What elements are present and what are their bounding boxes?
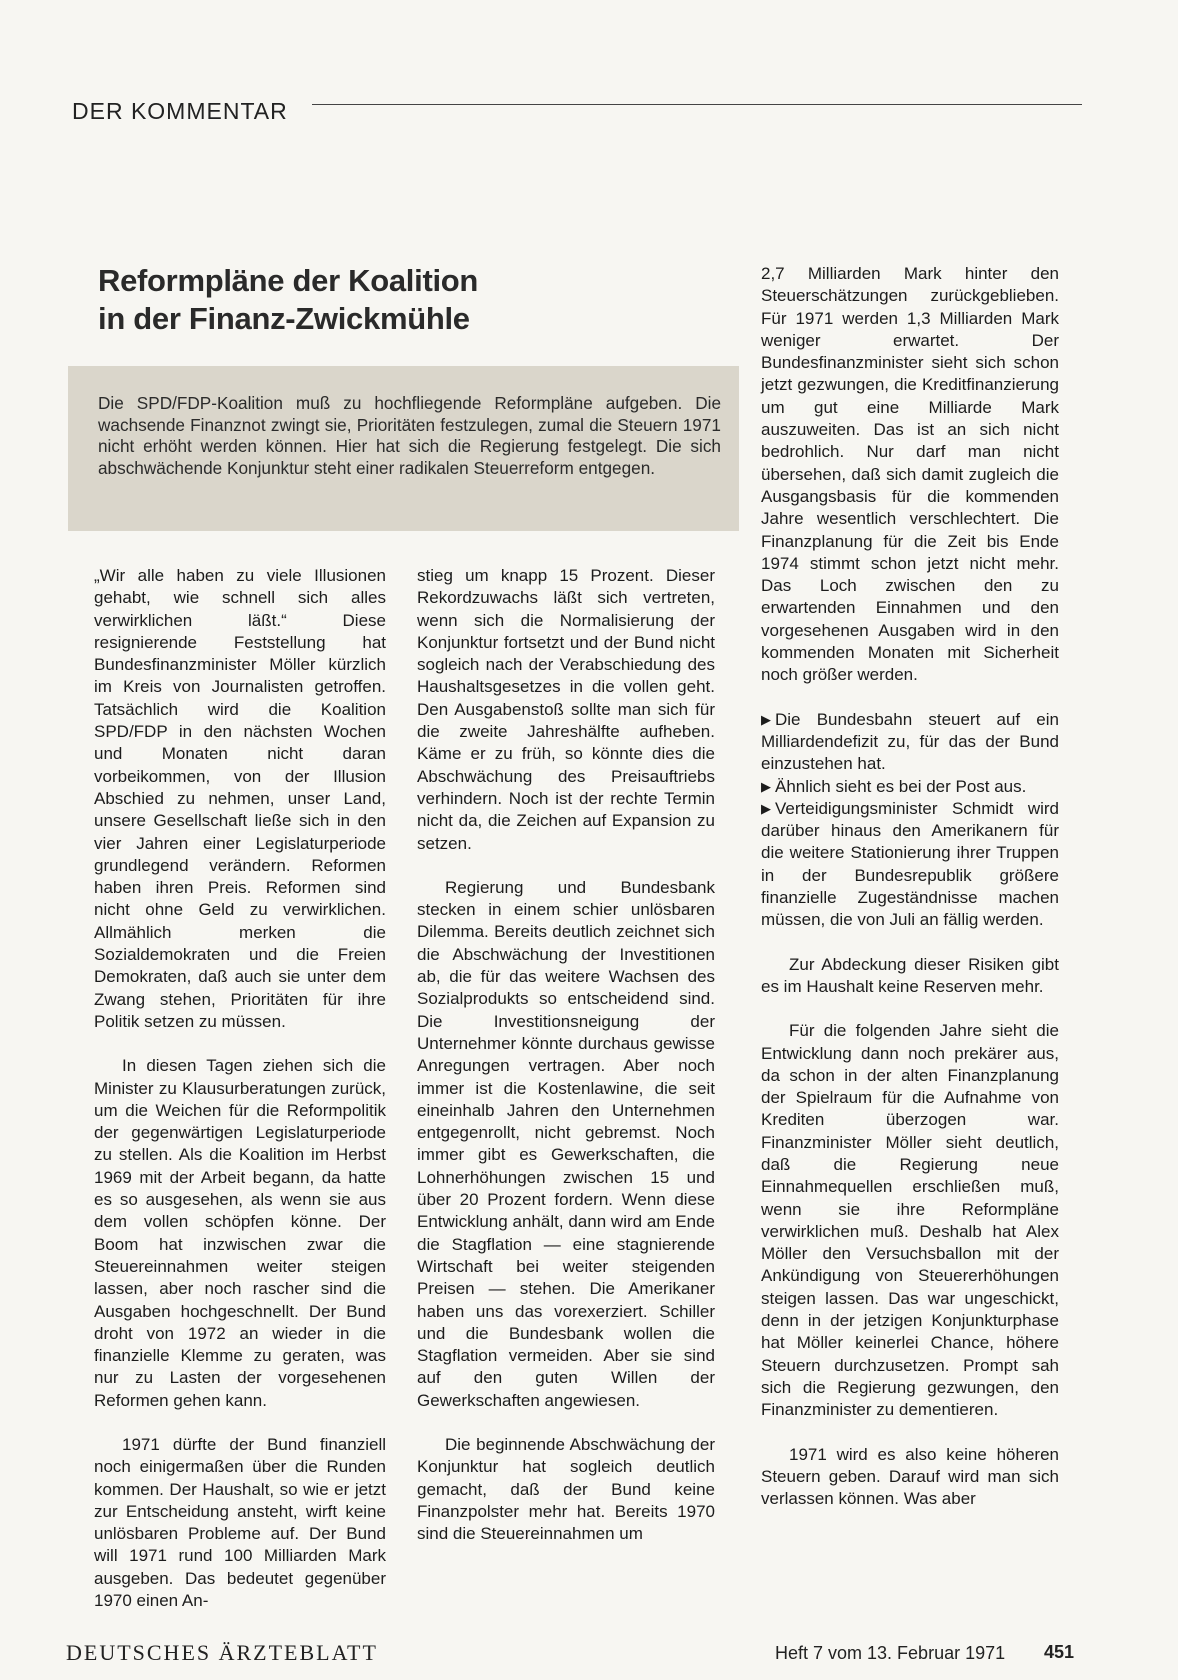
triangle-bullet-icon: ▶	[761, 711, 771, 727]
lead-box	[68, 366, 739, 531]
lead-text: Die SPD/FDP-Koalition muß zu hochfliegende Reformpläne aufgeben. Die wachsende Finanznot zwingt sie, Prioritäten festzulegen, zumal die Steuern 1971 nicht erhöht werden können. Hier hat sich die Regierung festgelegt. Die sich abschwächende Konjunktur steht einer radikalen Steuerreform entgegen.	[98, 393, 721, 478]
paragraph: In diesen Tagen ziehen sich die Minister zu Klausurberatungen zurück, um die Weichen für die Reformpolitik der gegenwärtigen Legislaturperiode zu stellen. Als die Koalition im Herbst 1969 mit der Arbeit begann, da hatte es so ausgesehen, als wenn sie aus dem vollen schöpfen könne. Der Boom hat inzwischen zwar die Steuereinnahmen weiter steigen lassen, aber noch rascher sind die Ausgaben hochgeschnellt. Der Bund droht von 1972 an wieder in die finanzielle Klemme zu geraten, was nur zu Lasten der vorgesehenen Reformen gehen kann.	[94, 1056, 386, 1410]
triangle-bullet-icon: ▶	[761, 800, 771, 816]
text-column-3	[761, 263, 1059, 1510]
paragraph: 1971 wird es also keine höheren Steuern geben. Darauf wird man sich verlassen können. Was aber	[761, 1444, 1059, 1509]
text-column-1	[94, 565, 386, 1612]
paragraph: stieg um knapp 15 Prozent. Dieser Rekordzuwachs läßt sich vertreten, wenn sich die Normalisierung der Konjunktur fortsetzt und der Bund nicht sogleich nach der Verabschiedung des Haushaltsgesetzes in die vollen geht. Den Ausgabenstoß sollte man sich für die zweite Jahreshälfte aufheben. Käme er zu früh, so könnte dies die Abschwächung des Preisauftriebs verhindern. Noch ist der rechte Termin nicht da, die Zeichen auf Expansion zu setzen.	[417, 566, 715, 853]
issue-info: Heft 7 vom 13. Februar 1971	[775, 1643, 1006, 1663]
bullet-text: Die Bundesbahn steuert auf ein Milliardendefizit zu, für das der Bund einzustehen hat.	[761, 709, 1059, 774]
paragraph: 1971 dürfte der Bund finanziell noch einigermaßen über die Runden kommen. Der Haushalt, so wie er jetzt zur Entscheidung ansteht, wirft keine unlösbaren Probleme auf. Der Bund will 1971 rund 100 Milliarden Mark ausgeben. Das bedeutet gegenüber 1970 einen An-	[94, 1434, 386, 1611]
headline-line-2: in der Finanz-Zwickmühle	[98, 301, 470, 336]
section-label: DER KOMMENTAR	[72, 98, 288, 124]
bullet-item	[761, 798, 1059, 932]
triangle-bullet-icon: ▶	[761, 778, 771, 794]
publication-name: DEUTSCHES ÄRZTEBLATT	[66, 1640, 378, 1665]
paragraph: „Wir alle haben zu viele Illusionen gehabt, wie schnell sich alles verwirklichen läßt.“ Diese resignierende Feststellung hat Bundesfinanzminister Möller kürzlich im Kreis von Journalisten getroffen. Tatsächlich wird die Koalition SPD/FDP in den nächsten Wochen und Monaten nicht daran vorbeikommen, von der Illusion Abschied zu nehmen, unser Land, unsere Gesellschaft ließe sich in den vier Jahren einer Legislaturperiode grundlegend verändern. Reformen haben ihren Preis. Reformen sind nicht ohne Geld zu verwirklichen. Allmählich merken die Sozialdemokraten und die Freien Demokraten, daß auch sie unter dem Zwang stehen, Prioritäten für ihre Politik setzen zu müssen.	[94, 566, 386, 1031]
article-headline	[98, 262, 478, 338]
bullet-item	[761, 709, 1059, 776]
paragraph: Regierung und Bundesbank stecken in einem schier unlösbaren Dilemma. Bereits deutlich zeichnet sich die Abschwächung der Investitionen ab, die für das weitere Wachsen des Sozialprodukts so entscheidend sind. Die Investitionsneigung der Unternehmer könnte durchaus gewisse Anregungen vertragen. Aber noch immer ist die Kostenlawine, die seit eineinhalb Jahren den Unternehmen entgegenrollt, nicht gebremst. Noch immer gibt es Gewerkschaften, die Lohnerhöhungen zwischen 15 und über 20 Prozent fordern. Wenn diese Entwicklung anhält, dann wird am Ende die Stagflation — eine stagnierende Wirtschaft bei weiter steigenden Preisen — stehen. Die Amerikaner haben uns das vorexerziert. Schiller und die Bundesbank wollen die Stagflation vermeiden. Aber sie sind auf den guten Willen der Gewerkschaften angewiesen.	[417, 877, 715, 1410]
paragraph: Die beginnende Abschwächung der Konjunktur hat sogleich deutlich gemacht, daß der Bund keine Finanzpolster mehr hat. Bereits 1970 sind die Steuereinnahmen um	[417, 1434, 715, 1544]
bullet-text: Verteidigungsminister Schmidt wird darüber hinaus den Amerikanern für die weitere Stationierung ihrer Truppen in der Bundesrepublik größere finanzielle Zugeständnisse machen müssen, die von Juli an fällig werden.	[761, 798, 1059, 930]
page-number: 451	[1044, 1642, 1075, 1662]
headline-line-1: Reformpläne der Koalition	[98, 263, 479, 298]
text-column-2	[417, 565, 715, 1545]
paragraph: Für die folgenden Jahre sieht die Entwicklung dann noch prekärer aus, da schon in der alten Finanzplanung der Spielraum für die Aufnahme von Krediten überzogen war. Finanzminister Möller sieht deutlich, daß die Regierung neue Einnahmequellen erschließen muß, wenn sie ihre Reformpläne verwirklichen muß. Deshalb hat Alex Möller den Versuchsballon mit der Ankündigung von Steuererhöhungen steigen lassen. Das war ungeschickt, denn in der jetzigen Konjunkturphase hat Möller keinerlei Chance, höhere Steuern durchzusetzen. Prompt sah sich die Regierung gezwungen, den Finanzminister zu dementieren.	[761, 1021, 1059, 1420]
paragraph: Zur Abdeckung dieser Risiken gibt es im Haushalt keine Reserven mehr.	[761, 954, 1059, 996]
section-rule	[312, 104, 1082, 105]
bullet-item	[761, 776, 1059, 798]
paragraph: 2,7 Milliarden Mark hinter den Steuerschätzungen zurückgeblieben. Für 1971 werden 1,3 Milliarden Mark weniger erwartet. Der Bundesfinanzminister sieht sich schon jetzt gezwungen, die Kreditfinanzierung um gut eine Milliarde Mark auszuweiten. Das ist an sich nicht bedrohlich. Nur darf man nicht übersehen, daß sich damit zugleich die Ausgangsbasis für die kommenden Jahre wesentlich verschlechtert. Die Finanzplanung für die Zeit bis Ende 1974 stimmt schon jetzt nicht mehr. Das Loch zwischen den zu erwartenden Einnahmen und den vorgesehenen Ausgaben wird in den kommenden Monaten mit Sicherheit noch größer werden.	[761, 264, 1059, 685]
bullet-text: Ähnlich sieht es bei der Post aus.	[775, 776, 1027, 796]
